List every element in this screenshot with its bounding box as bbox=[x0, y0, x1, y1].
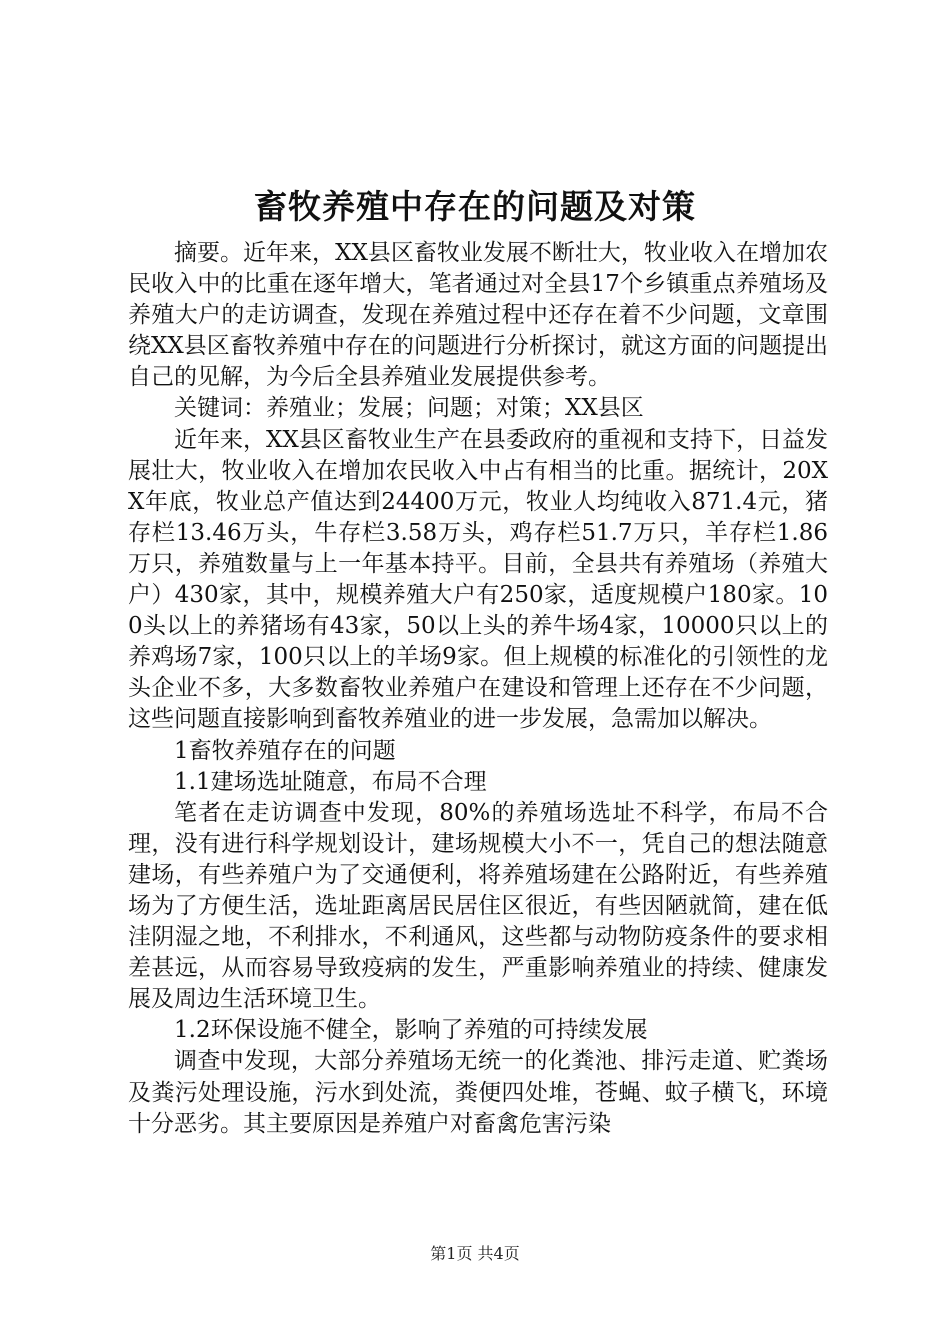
document-body bbox=[128, 238, 828, 1140]
environment-paragraph: 调查中发现，大部分养殖场无统一的化粪池、排污走道、贮粪场及粪污处理设施，污水到处流，粪便四处堆，苍蝇、蚊子横飞，环境十分恶劣。其主要原因是养殖户对畜禽危害污染 bbox=[128, 1048, 828, 1137]
page-footer: 第1页 共4页 bbox=[430, 1244, 520, 1263]
subsection-heading-1-2: 1.2环保设施不健全，影响了养殖的可持续发展 bbox=[174, 1017, 648, 1044]
section-heading-1: 1畜牧养殖存在的问题 bbox=[174, 737, 396, 764]
site-selection-paragraph: 笔者在走访调查中发现，80%的养殖场选址不科学，布局不合理，没有进行科学规划设计，建场规模大小不一，凭自己的想法随意建场，有些养殖户为了交通便利，将养殖场建在公路附近，有些养殖场为了方便生活，选址距离居民居住区很近，有些因陋就简，建在低洼阴湿之地，不利排水，不利通风，这些都与动物防疫条件的要求相差甚远，从而容易导致疫病的发生，严重影响养殖业的持续、健康发展及周边生活环境卫生。 bbox=[128, 799, 828, 1013]
abstract-paragraph: 摘要。近年来，XX县区畜牧业发展不断壮大，牧业收入在增加农民收入中的比重在逐年增大，笔者通过对全县17个乡镇重点养殖场及养殖大户的走访调查，发现在养殖过程中还存在着不少问题，文章围绕XX县区畜牧养殖中存在的问题进行分析探讨，就这方面的问题提出自己的见解，为今后全县养殖业发展提供参考。 bbox=[128, 240, 828, 391]
subsection-heading-1-1: 1.1建场选址随意，布局不合理 bbox=[174, 768, 487, 795]
document-title: 畜牧养殖中存在的问题及对策 bbox=[254, 187, 696, 226]
intro-paragraph: 近年来，XX县区畜牧业生产在县委政府的重视和支持下，日益发展壮大，牧业收入在增加农民收入中占有相当的比重。据统计，20XX年底，牧业总产值达到24400万元，牧业人均纯收入871.4元，猪存栏13.46万头，牛存栏3.58万头，鸡存栏51.7万只，羊存栏1.86万只，养殖数量与上一年基本持平。目前，全县共有养殖场（养殖大户）430家，其中，规模养殖大户有250家，适度规模户180家。100头以上的养猪场有43家，50以上头的养牛场4家，10000只以上的养鸡场7家，100只以上的羊场9家。但上规模的标准化的引领性的龙头企业不多，大多数畜牧业养殖户在建设和管理上还存在不少问题，这些问题直接影响到畜牧养殖业的进一步发展，急需加以解决。 bbox=[128, 426, 828, 733]
keywords-paragraph: 关键词：养殖业；发展；问题；对策；XX县区 bbox=[174, 395, 644, 422]
